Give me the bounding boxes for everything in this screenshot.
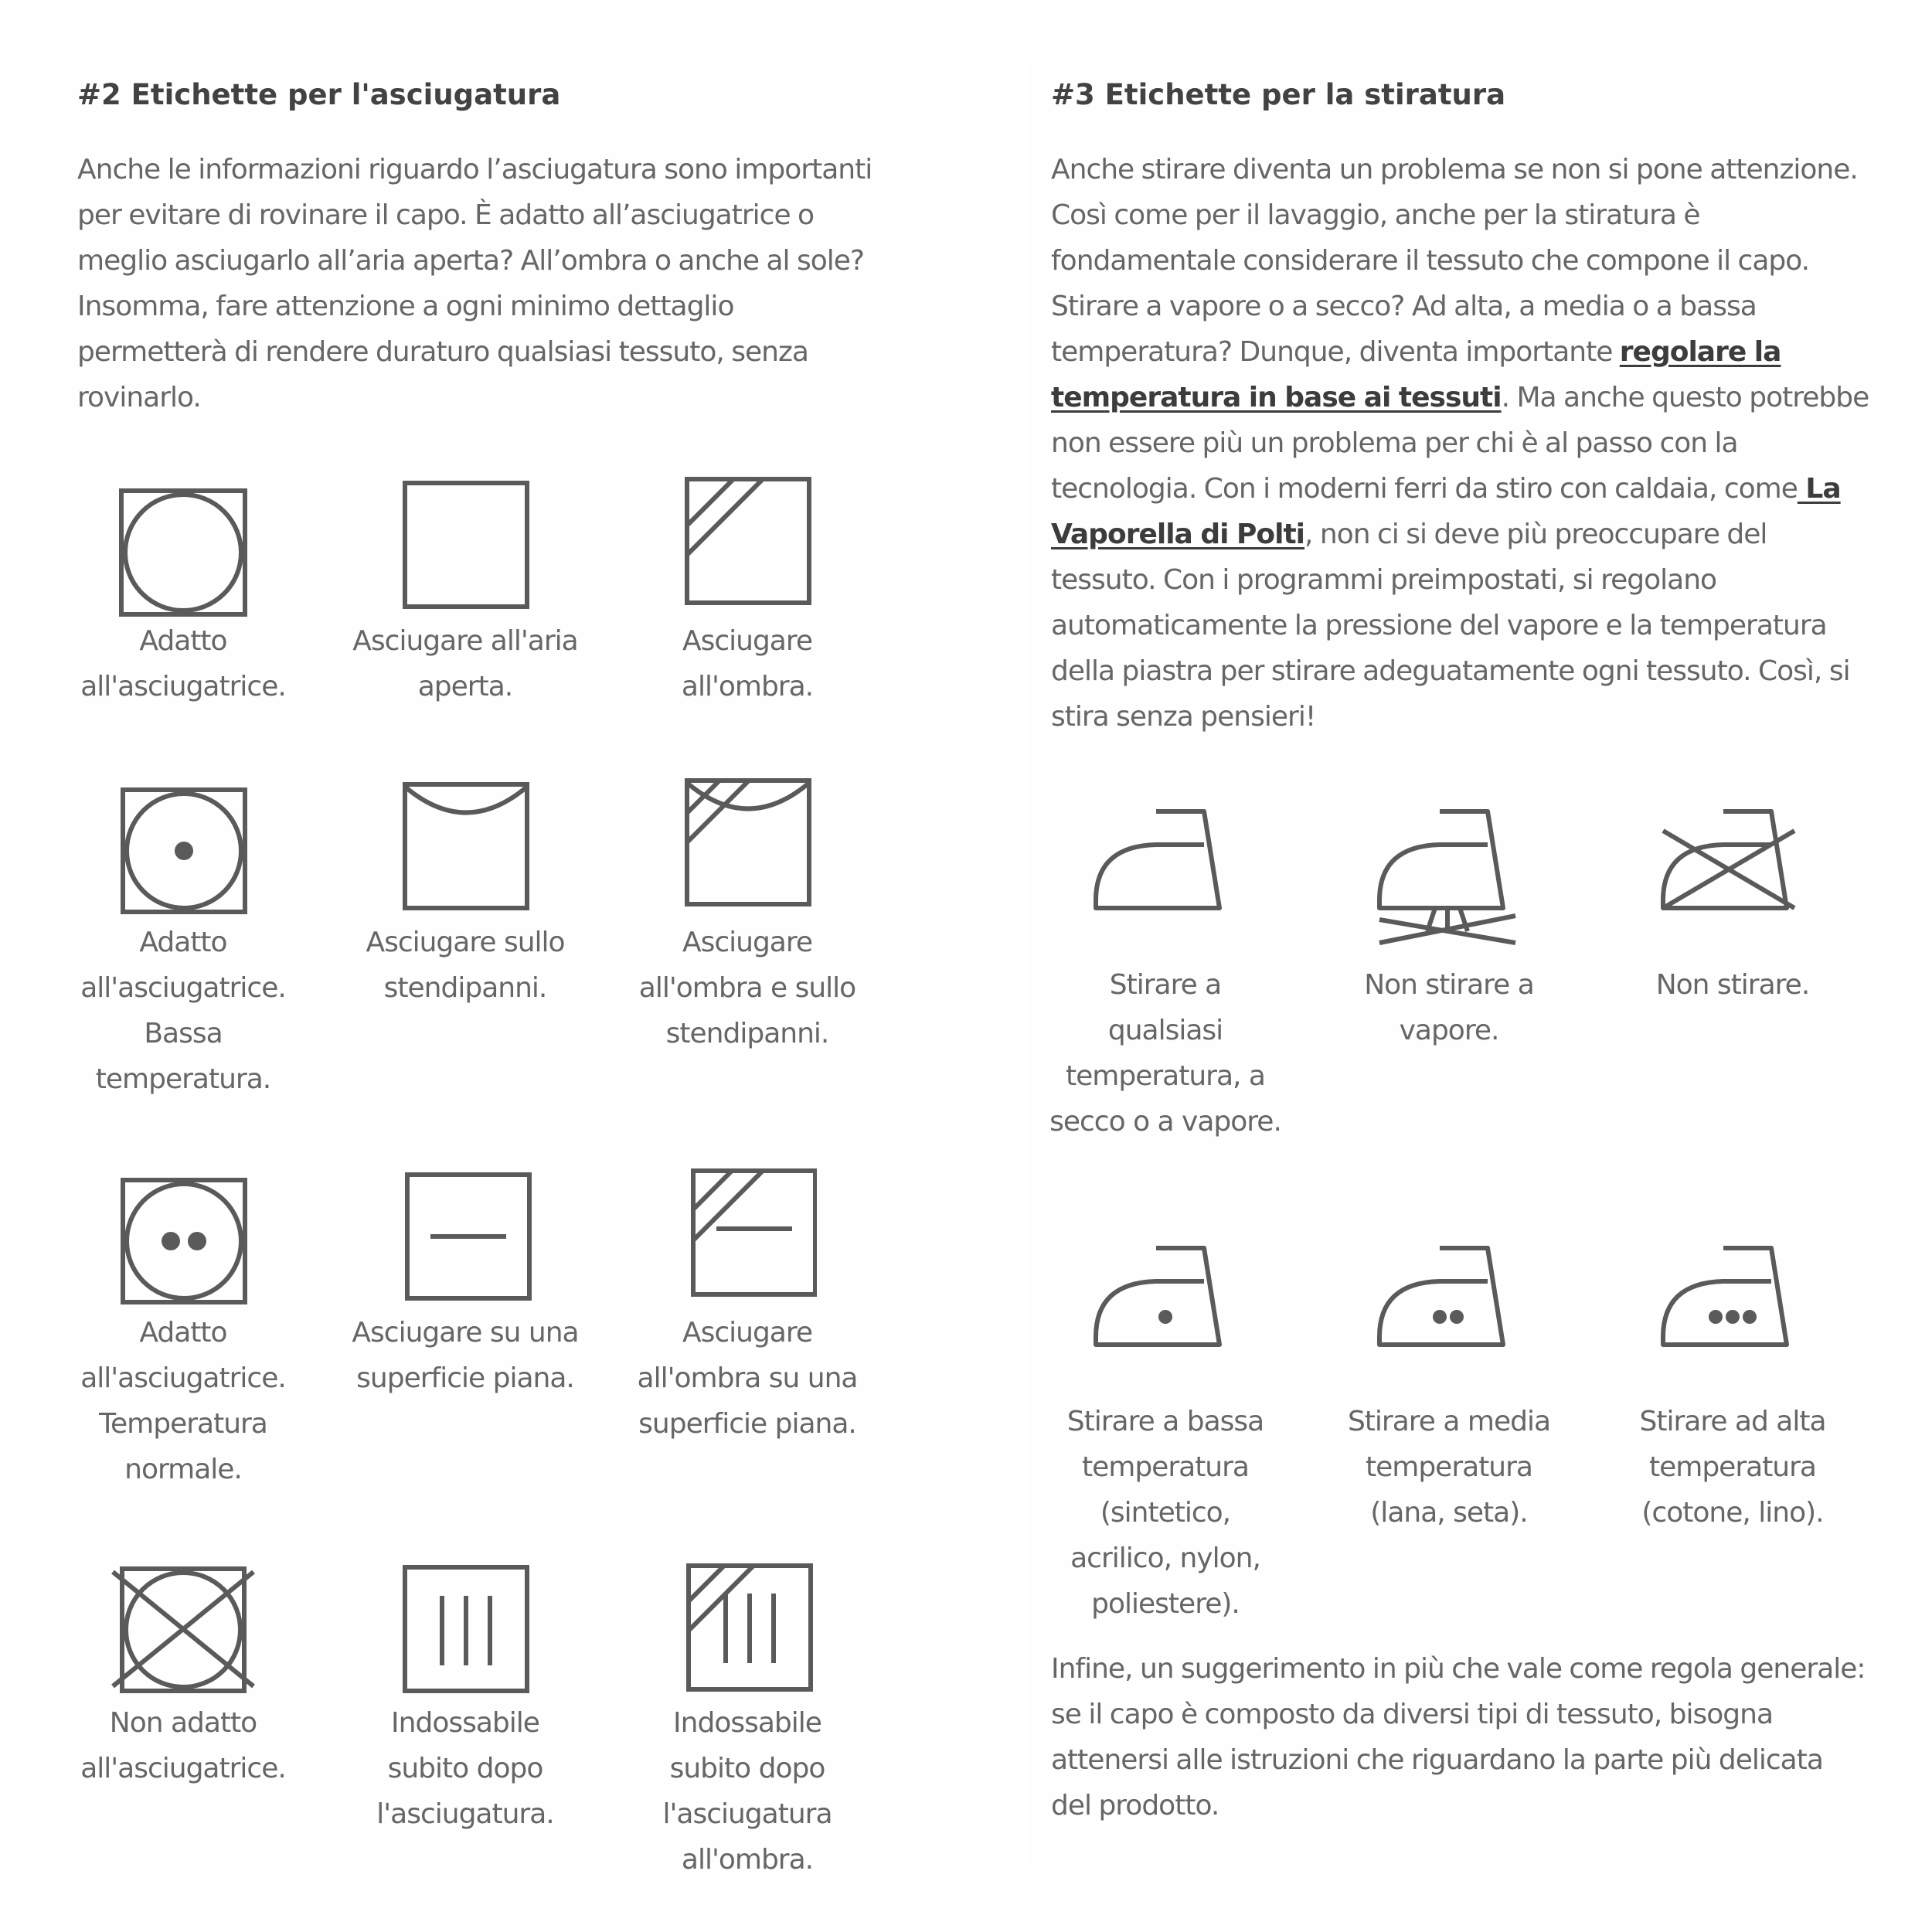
vaporella-link[interactable]: La Vaporella di Polti [1051,473,1841,550]
symbol-label: Asciugare all'ombra e sullo stendipanni. [638,927,856,1049]
dry-in-shade-icon [678,471,817,618]
symbol-label: Indossabile subito dopo l'asciugatura. [376,1707,554,1830]
symbol-cell [1617,792,1849,1008]
dry-flat-icon [396,1163,535,1310]
line-dry-icon [396,773,535,920]
iron-high-icon [1655,1229,1810,1399]
symbol-label: Asciugare all'aria aperta. [352,625,578,702]
drip-dry-icon [396,1553,535,1700]
iron-low-icon [1088,1229,1243,1399]
symbol-label: Non stirare. [1655,969,1810,1001]
symbol-cell [1617,1229,1849,1536]
symbol-cell [631,471,863,709]
symbol-cell [349,471,581,709]
symbol-label: Asciugare sullo stendipanni. [366,927,565,1004]
no-steam-icon [1372,792,1526,962]
symbol-label: Indossabile subito dopo l'asciugatura all'ombra. [662,1707,832,1876]
symbol-label: Asciugare all'ombra. [681,625,814,702]
ironing-paragraph: Anche stirare diventa un problema se non si pone attenzione. Così come per il lavaggio, anche per la stiratura è fondamentale considerare il tessuto che compone il capo. Stirare a vapore o a secco? Ad alta, a media o a bassa temperatura? Dunque, diventa importante regolare la temperatura in base ai tessuti. Ma anche questo potrebbe non essere più un problema per chi è al passo con la tecnologia. Con i moderni ferri da stiro con caldaia, come La Vaporella di Polti, non ci si deve più preoccupare del tessuto. Con i programmi preimpostati, si regolano automaticamente la pressione del vapore e la temperatura della piastra per stirare adeguatamente ogni tessuto. Così, si stira senza pensieri! [1051,154,1869,733]
closing-paragraph: Infine, un suggerimento in più che vale come regola generale: se il capo è composto da diversi tipi di tessuto, bisogna attenersi alle istruzioni che riguardano la parte più delicata del prodotto. [1051,1653,1866,1821]
tumble-dry-normal-icon [114,1163,253,1310]
drip-dry-shade-icon [678,1553,817,1700]
tumble-dry-low-icon [114,773,253,920]
symbol-cell [1333,792,1565,1053]
symbol-label: Stirare a qualsiasi temperatura, a secco o a vapore. [1049,969,1281,1138]
symbol-label: Non adatto all'asciugatrice. [80,1707,286,1784]
line-dry-shade-icon [678,773,817,920]
symbol-cell [67,773,299,1102]
adjust-temperature-link[interactable]: regolare la temperatura in base ai tessuti [1051,336,1781,413]
symbol-label: Asciugare su una superficie piana. [352,1317,579,1394]
symbol-label: Adatto all'asciugatrice. Bassa temperatura. [80,927,286,1095]
symbol-label: Asciugare all'ombra su una superficie piana. [637,1317,858,1440]
iron-any-temperature-icon [1088,792,1243,962]
symbol-cell [1049,792,1281,1145]
symbol-label: Adatto all'asciugatrice. Temperatura normale. [80,1317,286,1485]
symbol-cell [349,1163,581,1401]
symbol-cell [349,773,581,1011]
symbol-label: Stirare a media temperatura (lana, seta). [1347,1406,1551,1529]
symbol-label: Stirare a bassa temperatura (sintetico, acrilico, nylon, poliestere). [1066,1406,1264,1620]
drying-heading: #2 Etichette per l'asciugatura [77,78,561,111]
line-dry-square-icon [396,471,535,618]
symbol-cell [1333,1229,1565,1536]
symbol-cell [1049,1229,1281,1627]
symbol-label: Adatto all'asciugatrice. [80,625,286,702]
do-not-tumble-dry-icon [110,1553,257,1700]
symbol-label: Non stirare a vapore. [1364,969,1534,1046]
symbol-cell [631,1163,863,1447]
symbol-cell [67,1163,299,1492]
symbol-label: Stirare ad alta temperatura (cotone, lino). [1639,1406,1826,1529]
symbol-cell [67,1553,299,1791]
symbol-cell [631,773,863,1056]
drying-section [56,62,894,1901]
iron-medium-icon [1372,1229,1526,1399]
do-not-iron-icon [1655,792,1810,962]
ironing-section [1028,62,1874,1870]
ironing-heading: #3 Etichette per la stiratura [1051,78,1506,111]
symbol-cell [631,1553,863,1883]
tumble-dry-icon [114,471,253,618]
symbol-cell [67,471,299,709]
drying-paragraph: Anche le informazioni riguardo l’asciugatura sono importanti per evitare di rovinare il capo. È adatto all’asciugatrice o meglio asciugarlo all’aria aperta? All’ombra o anche al sole? Insomma, fare attenzione a ogni minimo dettaglio permetterà di rendere duraturo qualsiasi tessuto, senza rovinarlo. [77,154,872,413]
dry-flat-shade-icon [678,1163,817,1310]
symbol-cell [349,1553,581,1837]
